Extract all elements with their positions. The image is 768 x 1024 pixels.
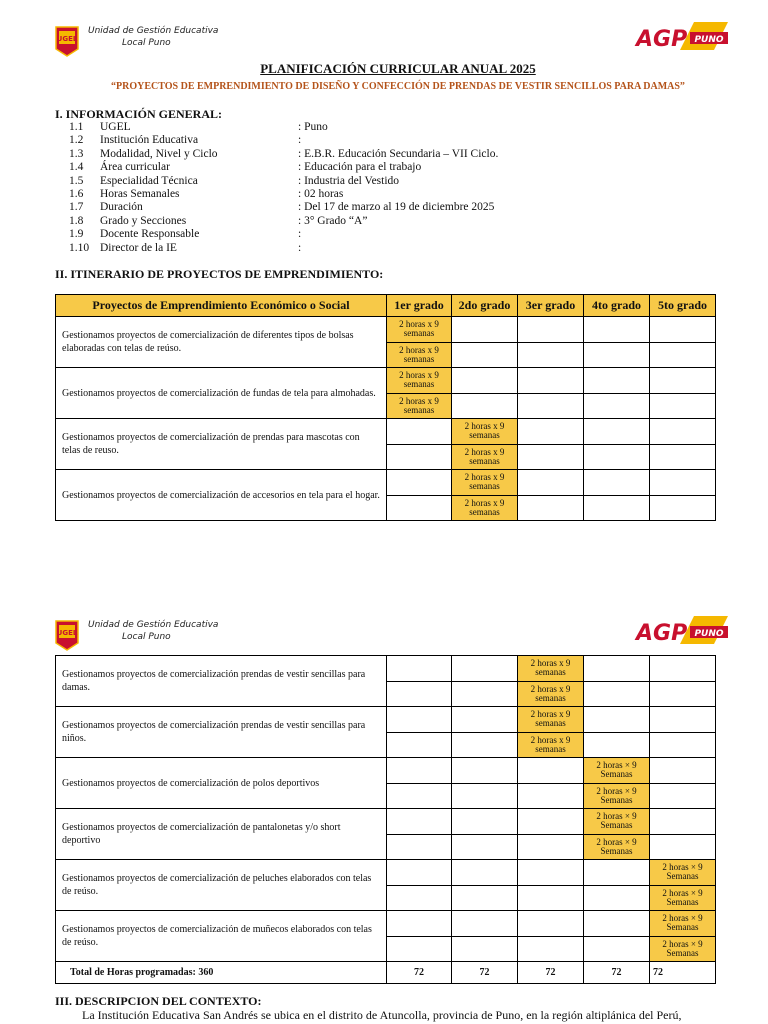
hours-line-1: 2 horas × 9 [596, 760, 637, 771]
hours-line-2: semanas [535, 718, 566, 729]
grade-4-cell [584, 470, 650, 496]
grade-3-cell [518, 707, 584, 733]
info-label: UGEL [100, 121, 131, 133]
hours-line-2: semanas [469, 430, 500, 441]
ugel-logo [54, 23, 80, 57]
hours-line-1: 2 horas × 9 [662, 938, 703, 949]
grade-1-cell [387, 342, 452, 368]
ugel-line-2: Local Puno [122, 632, 171, 642]
table-row [56, 809, 716, 835]
column-header-project: Proyectos de Emprendimiento Económico o Social [56, 295, 387, 317]
grade-1-cell [387, 317, 452, 343]
hours-line-1: 2 horas x 9 [399, 395, 439, 406]
table-row [56, 656, 716, 682]
info-num: 1.3 [69, 147, 84, 160]
agp-logo-sub: PUNO [694, 629, 724, 639]
grade-5-cell [650, 368, 716, 394]
column-header-grade-2: 2do grado [452, 295, 518, 317]
info-num: 1.7 [69, 201, 84, 214]
info-num: 1.8 [69, 214, 84, 227]
info-value: : Educación para el trabajo [298, 161, 422, 174]
table-row [56, 368, 716, 394]
grade-3-cell [518, 936, 584, 962]
info-num: 1.6 [69, 188, 84, 200]
ugel-logo-text: UGEL [56, 629, 78, 637]
hours-line-1: 2 horas x 9 [399, 370, 439, 381]
grade-1-cell [387, 783, 452, 809]
hours-line-2: Semanas [666, 871, 699, 882]
info-label: Director de la IE [100, 241, 177, 254]
grade-3-cell [518, 758, 584, 784]
ugel-name [88, 25, 218, 49]
grade-5-cell [650, 393, 716, 419]
grade-2-cell [452, 834, 518, 860]
grade-5-cell [650, 936, 716, 962]
grade-5-cell [650, 470, 716, 496]
project-name: Gestionamos proyectos de comercialización de polos deportivos [56, 758, 387, 809]
hours-line-2: semanas [535, 743, 566, 754]
grade-1-cell [387, 885, 452, 911]
section-3-heading: III. DESCRIPCION DEL CONTEXTO: [55, 994, 262, 1008]
grade-5-cell [650, 732, 716, 758]
grade-4-cell [584, 936, 650, 962]
project-name: Gestionamos proyectos de comercialización de prendas para mascotas con telas de reuso. [56, 419, 387, 470]
grade-1-cell [387, 495, 452, 521]
table-header-row [56, 295, 716, 317]
hours-line-2: semanas [403, 353, 435, 364]
info-row [69, 242, 709, 255]
grade-4-cell [584, 681, 650, 707]
table-row [56, 470, 716, 496]
grade-4-cell [584, 317, 650, 343]
grade-3-cell [518, 656, 584, 682]
hours-line-1: 2 horas x 9 [399, 319, 439, 330]
column-header-grade-1: 1er grado [387, 295, 452, 317]
total-grade-3: 72 [518, 962, 584, 984]
hours-line-1: 2 horas x 9 [530, 734, 571, 745]
grade-3-cell [518, 783, 584, 809]
grade-4-cell [584, 860, 650, 886]
section-2-heading: II. ITINERARIO DE PROYECTOS DE EMPRENDIMIENTO: [55, 267, 384, 281]
grade-4-cell [584, 419, 650, 445]
column-header-grade-3: 3er grado [518, 295, 584, 317]
project-name: Gestionamos proyectos de comercialización prendas de vestir sencillas para niños. [56, 707, 387, 758]
grade-3-cell [518, 885, 584, 911]
table-row [56, 317, 716, 343]
hours-line-1: 2 horas x 9 [464, 472, 505, 483]
hours-line-2: Semanas [600, 794, 633, 805]
info-value: : [298, 228, 302, 241]
grade-5-cell [650, 444, 716, 470]
info-row [69, 121, 709, 134]
grade-3-cell [518, 419, 584, 445]
grade-4-cell [584, 911, 650, 937]
grade-3-cell [518, 681, 584, 707]
grade-2-cell [452, 809, 518, 835]
grade-2-cell [452, 470, 518, 496]
grade-5-cell [650, 885, 716, 911]
grade-3-cell [518, 368, 584, 394]
grade-1-cell [387, 368, 452, 394]
total-label: Total de Horas programadas: 360 [56, 962, 387, 984]
grade-1-cell [387, 656, 452, 682]
total-grade-2: 72 [452, 962, 518, 984]
hours-line-2: semanas [535, 692, 566, 703]
project-name: Gestionamos proyectos de comercialización de peluches elaborados con telas de reúso. [56, 860, 387, 911]
total-grade-5: 72 [650, 962, 716, 984]
grade-5-cell [650, 342, 716, 368]
info-num: 1.10 [69, 241, 90, 254]
grade-2-cell [452, 707, 518, 733]
hours-line-1: 2 horas x 9 [464, 497, 505, 508]
hours-line-2: Semanas [600, 769, 633, 780]
total-grade-1: 72 [387, 962, 452, 984]
grade-4-cell [584, 342, 650, 368]
grade-2-cell [452, 783, 518, 809]
grade-5-cell [650, 758, 716, 784]
grade-5-cell [650, 681, 716, 707]
grade-4-cell [584, 809, 650, 835]
grade-4-cell [584, 732, 650, 758]
grade-1-cell [387, 758, 452, 784]
info-label: Modalidad, Nivel y Ciclo [100, 147, 218, 160]
document-subtitle: “PROYECTOS DE EMPRENDIMIENTO DE DISEÑO Y CONFECCIÓN DE PRENDAS DE VESTIR SENCILLOS PARA DAMAS” [111, 81, 685, 92]
section-1-heading: I. INFORMACIÓN GENERAL: [55, 107, 223, 121]
info-num: 1.2 [69, 134, 84, 147]
table-row [56, 758, 716, 784]
grade-3-cell [518, 342, 584, 368]
grade-4-cell [584, 707, 650, 733]
ugel-line-1: Unidad de Gestión Educativa [88, 620, 219, 630]
ugel-line-2: Local Puno [122, 38, 171, 48]
table-row [56, 707, 716, 733]
column-header-grade-4: 4to grado [584, 295, 650, 317]
info-label: Grado y Secciones [100, 214, 187, 227]
grade-3-cell [518, 809, 584, 835]
agp-logo-text: AGP [636, 621, 688, 646]
grade-1-cell [387, 936, 452, 962]
hours-line-2: Semanas [600, 845, 633, 856]
hours-line-1: 2 horas x 9 [530, 658, 571, 669]
project-name: Gestionamos proyectos de comercialización de fundas de tela para almohadas. [56, 368, 387, 419]
grade-4-cell [584, 834, 650, 860]
info-num: 1.1 [69, 121, 84, 133]
ugel-logo-text: UGEL [56, 35, 78, 43]
hours-line-2: semanas [403, 328, 435, 339]
grade-3-cell [518, 317, 584, 343]
grade-5-cell [650, 809, 716, 835]
hours-line-2: semanas [469, 506, 500, 517]
grade-2-cell [452, 911, 518, 937]
hours-line-1: 2 horas × 9 [596, 785, 637, 796]
grade-1-cell [387, 732, 452, 758]
total-row [56, 962, 716, 984]
info-label: Docente Responsable [100, 228, 200, 241]
projects-table-page-2 [55, 655, 716, 984]
grade-3-cell [518, 470, 584, 496]
grade-3-cell [518, 911, 584, 937]
info-num: 1.9 [69, 228, 84, 241]
grade-1-cell [387, 393, 452, 419]
info-value: : [298, 134, 302, 147]
hours-line-2: semanas [469, 455, 500, 466]
grade-5-cell [650, 860, 716, 886]
grade-4-cell [584, 885, 650, 911]
total-grade-4: 72 [584, 962, 650, 984]
grade-2-cell [452, 936, 518, 962]
grade-1-cell [387, 860, 452, 886]
table-row [56, 419, 716, 445]
info-label: Especialidad Técnica [100, 174, 198, 187]
grade-2-cell [452, 444, 518, 470]
hours-line-2: semanas [469, 481, 500, 492]
grade-2-cell [452, 885, 518, 911]
info-value: : 3° Grado “A” [298, 214, 368, 227]
table-row [56, 860, 716, 886]
grade-3-cell [518, 834, 584, 860]
agp-logo-text: AGP [636, 27, 688, 52]
grade-3-cell [518, 495, 584, 521]
info-num: 1.5 [69, 174, 84, 187]
info-row [69, 161, 709, 174]
project-name: Gestionamos proyectos de comercialización prendas de vestir sencillas para damas. [56, 656, 387, 707]
ugel-line-1: Unidad de Gestión Educativa [88, 26, 219, 36]
grade-2-cell [452, 758, 518, 784]
hours-line-1: 2 horas × 9 [596, 811, 637, 822]
grade-1-cell [387, 470, 452, 496]
info-row [69, 148, 709, 161]
document-title: PLANIFICACIÓN CURRICULAR ANUAL 2025 [260, 61, 536, 76]
grade-3-cell [518, 444, 584, 470]
grade-5-cell [650, 317, 716, 343]
grade-1-cell [387, 809, 452, 835]
grade-2-cell [452, 495, 518, 521]
grade-2-cell [452, 393, 518, 419]
grade-1-cell [387, 834, 452, 860]
grade-4-cell [584, 495, 650, 521]
ugel-logo [54, 617, 80, 651]
hours-line-1: 2 horas x 9 [464, 446, 505, 457]
grade-4-cell [584, 783, 650, 809]
grade-1-cell [387, 419, 452, 445]
column-header-grade-5: 5to grado [650, 295, 716, 317]
grade-5-cell [650, 656, 716, 682]
info-value: : Puno [298, 121, 328, 133]
grade-1-cell [387, 707, 452, 733]
hours-line-2: Semanas [666, 896, 699, 907]
context-paragraph: La Institución Educativa San Andrés se ubica en el distrito de Atuncolla, provincia de Puno, en la región altiplánica del Perú, [82, 1008, 682, 1022]
grade-5-cell [650, 911, 716, 937]
grade-5-cell [650, 834, 716, 860]
agp-logo-sub: PUNO [694, 35, 724, 45]
grade-4-cell [584, 393, 650, 419]
table-row [56, 911, 716, 937]
info-row [69, 215, 709, 228]
info-row [69, 188, 709, 201]
info-row [69, 228, 709, 241]
hours-line-1: 2 horas x 9 [399, 344, 439, 355]
project-name: Gestionamos proyectos de comercialización de muñecos elaborados con telas de reúso. [56, 911, 387, 962]
info-label: Institución Educativa [100, 134, 199, 147]
info-value: : Del 17 de marzo al 19 de diciembre 2025 [298, 201, 495, 214]
info-label: Área curricular [100, 161, 170, 174]
agp-logo [634, 614, 730, 648]
info-value: : 02 horas [298, 188, 344, 200]
grade-4-cell [584, 758, 650, 784]
grade-2-cell [452, 342, 518, 368]
info-row [69, 134, 709, 147]
grade-2-cell [452, 860, 518, 886]
info-row [69, 201, 709, 214]
project-name: Gestionamos proyectos de comercialización de diferentes tipos de bolsas elaboradas con telas de reúso. [56, 317, 387, 368]
grade-3-cell [518, 860, 584, 886]
ugel-name [88, 619, 218, 643]
grade-3-cell [518, 393, 584, 419]
info-num: 1.4 [69, 161, 84, 174]
info-label: Horas Semanales [100, 188, 180, 200]
grade-4-cell [584, 444, 650, 470]
grade-4-cell [584, 656, 650, 682]
info-value: : Industria del Vestido [298, 174, 400, 187]
grade-5-cell [650, 495, 716, 521]
hours-line-1: 2 horas x 9 [530, 683, 571, 694]
project-name: Gestionamos proyectos de comercialización de pantalonetas y/o short deportivo [56, 809, 387, 860]
grade-5-cell [650, 419, 716, 445]
hours-line-2: semanas [535, 667, 566, 678]
projects-table-page-1 [55, 294, 716, 521]
info-value: : [298, 241, 302, 254]
hours-line-2: Semanas [666, 947, 699, 958]
grade-4-cell [584, 368, 650, 394]
grade-2-cell [452, 317, 518, 343]
hours-line-1: 2 horas × 9 [596, 836, 637, 847]
grade-5-cell [650, 707, 716, 733]
project-name: Gestionamos proyectos de comercialización de accesorios en tela para el hogar. [56, 470, 387, 521]
grade-2-cell [452, 681, 518, 707]
hours-line-2: Semanas [600, 820, 633, 831]
agp-logo [634, 20, 730, 54]
hours-line-1: 2 horas × 9 [662, 862, 703, 873]
info-row [69, 175, 709, 188]
hours-line-2: semanas [403, 379, 435, 390]
hours-line-1: 2 horas x 9 [464, 421, 505, 432]
hours-line-2: semanas [403, 404, 435, 415]
grade-2-cell [452, 419, 518, 445]
grade-1-cell [387, 681, 452, 707]
grade-2-cell [452, 656, 518, 682]
hours-line-1: 2 horas × 9 [662, 913, 703, 924]
info-label: Duración [100, 201, 143, 214]
hours-line-1: 2 horas × 9 [662, 887, 703, 898]
grade-1-cell [387, 911, 452, 937]
hours-line-1: 2 horas x 9 [530, 709, 571, 720]
info-value: : E.B.R. Educación Secundaria – VII Ciclo. [298, 147, 499, 160]
grade-1-cell [387, 444, 452, 470]
grade-3-cell [518, 732, 584, 758]
grade-2-cell [452, 368, 518, 394]
grade-2-cell [452, 732, 518, 758]
grade-5-cell [650, 783, 716, 809]
hours-line-2: Semanas [666, 922, 699, 933]
